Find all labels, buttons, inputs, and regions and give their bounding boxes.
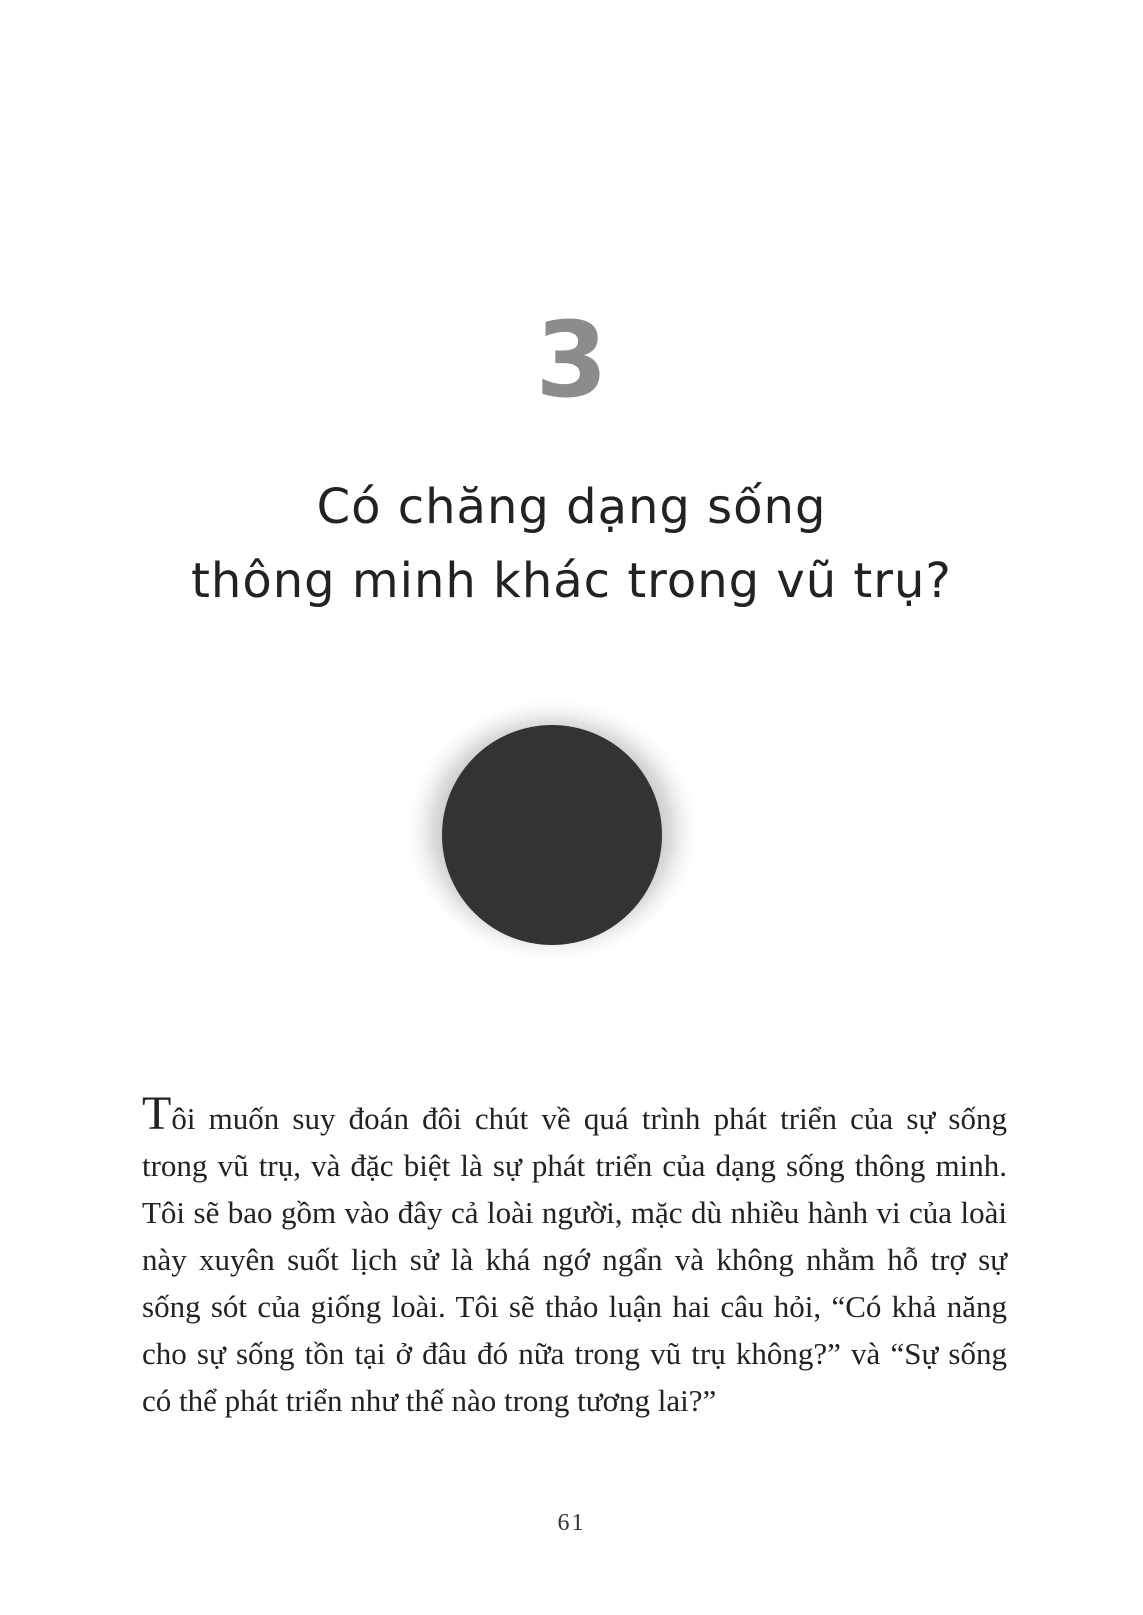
body-paragraph xyxy=(142,1087,1007,1424)
page-number: 61 xyxy=(557,1510,586,1536)
chapter-title xyxy=(0,470,1143,618)
body-text xyxy=(142,1087,1007,1424)
chapter-title-line-2: thông minh khác trong vũ trụ? xyxy=(191,553,952,609)
sphere-core xyxy=(442,725,662,945)
drop-cap: T xyxy=(142,1087,172,1140)
dark-sphere-icon xyxy=(402,700,732,1000)
paragraph-text: ôi muốn suy đoán đôi chút về quá trình phát triển của sự sống trong vũ trụ, và đặc biệt là sự phát triển của dạng sống thông minh. Tôi sẽ bao gồm vào đây cả loài người, mặc dù nhiều hành vi của loài này xuyên suốt lịch sử là khá ngớ ngẩn và không nhằm hỗ trợ sự sống sót của giống loài. Tôi sẽ thảo luận hai câu hỏi, “Có khả năng cho sự sống tồn tại ở đâu đó nữa trong vũ trụ không?” và “Sự sống có thể phát triển như thế nào trong tương lai?” xyxy=(142,1101,1007,1418)
chapter-number: 3 xyxy=(535,299,608,421)
chapter-title-line-1: Có chăng dạng sống xyxy=(316,479,827,535)
